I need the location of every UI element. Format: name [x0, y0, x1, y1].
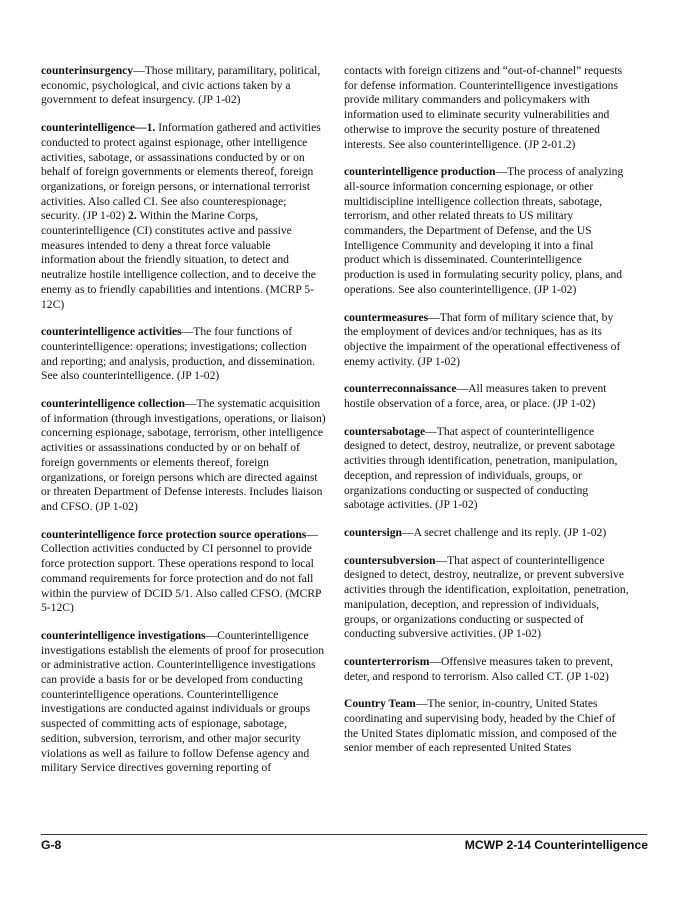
- glossary-definition: —The senior, in-country, United States coordinating and supervising body, headed by the Chief of the United States diplomatic mission, and composed of the senior member of each represented United States: [344, 697, 617, 755]
- glossary-definition: —The four functions of counterintelligence: operations; investigations; collection and reporting; and analysis, production, and dissemination. See also counterintelligence. (JP 1-02): [41, 325, 316, 383]
- glossary-entry: [344, 382, 630, 411]
- glossary-entry: [344, 425, 630, 513]
- glossary-definition: —A secret challenge and its reply. (JP 1-02): [401, 525, 607, 539]
- glossary-definition: —Counterintelligence investigations establish the elements of proof for prosecution or administrative action. Counterintelligence investigations can provide a basis for or be developed from conducting counterintelligence operations. Counterintelligence investigations are conducted against individuals or groups suspected of committing acts of espionage, sabotage, sedition, subversion, terrorism, and other major security violations as well as failure to follow Defense agency and military Service directives governing reporting of: [41, 628, 325, 775]
- glossary-entry-continuation: contacts with foreign citizens and “out-of-channel” requests for defense information. Counterintelligence investigations provide military commanders and policymakers with information used to eliminate security vulnerabilities and otherwise to improve the security posture of threatened interests. See also counterintelligence. (JP 2-01.2): [344, 64, 623, 151]
- glossary-entry: [41, 397, 326, 515]
- glossary-entry: [41, 121, 326, 312]
- glossary-definition: —Those military, paramilitary, political, economic, psychological, and civic actions taken by a government to defeat insurgency. (JP 1-02): [41, 64, 321, 107]
- page-number: G-8: [41, 838, 62, 852]
- glossary-definition: Information gathered and activities conducted to protect against espionage, other intelligence activities, sabotage, or assassinations conducted by or on behalf of foreign governments or elements thereof, foreign organizations, or foreign persons, or international terrorist activities. Also called CI. See also counterespionage; security. (JP 1-02): [41, 121, 321, 223]
- glossary-entry: [344, 311, 630, 370]
- glossary-entry: [344, 526, 630, 541]
- right-column: [344, 64, 630, 769]
- glossary-entry: [41, 528, 326, 616]
- glossary-term: counterreconnaissance: [344, 382, 457, 396]
- glossary-entry: [344, 554, 630, 642]
- glossary-entry: [344, 655, 630, 684]
- glossary-entry: [41, 325, 326, 384]
- glossary-entry: [41, 629, 326, 776]
- definition-number: 1.: [146, 121, 156, 135]
- glossary-term: counterinsurgency: [41, 64, 134, 77]
- glossary-definition: Within the Marine Corps, counterintelligence (CI) constitutes active and passive measures intended to deny a threat force valuable information about the friendly situation, to detect and neutralize hostile intelligence collection, and to deceive the enemy as to friendly capabilities and intentions. (MCRP 5-12C): [41, 209, 316, 311]
- glossary-entry: [41, 64, 326, 108]
- glossary-definition: —The process of analyzing all-source information concerning espionage, or other multidiscipline intelligence collection threats, sabotage, terrorism, and other related threats to US military commanders, the Department of Defense, and the US Intelligence Community and developing it into a final product which is disseminated. Counterintelligence production is used in formulating security policy, plans, and operations. See also counterintelligence. (JP 1-02): [344, 165, 624, 296]
- glossary-term: counterintelligence force protection source operations: [41, 527, 307, 541]
- glossary-term: counterintelligence collection: [41, 397, 185, 411]
- glossary-term: countersabotage: [344, 424, 426, 438]
- glossary-definition: —All measures taken to prevent hostile observation of a force, area, or place. (JP 1-02): [344, 382, 607, 411]
- glossary-dash: —: [135, 121, 147, 135]
- glossary-definition: —The systematic acquisition of information (through investigations, operations, or liaison) concerning espionage, sabotage, terrorism, other intelligence activities or assassinations conducted by or on behalf of foreign governments or elements thereof, foreign organizations, or foreign persons which are directed against or threaten Department of Defense interests. Includes liaison and CFSO. (JP 1-02): [41, 397, 326, 513]
- publication-title: MCWP 2-14 Counterintelligence: [464, 838, 648, 852]
- glossary-term: counterintelligence production: [344, 165, 496, 179]
- glossary-definition: —That aspect of counterintelligence designed to detect, destroy, neutralize, or prevent sabotage activities through identification, penetration, manipulation, deception, and repression of individuals, groups, or organizations conducting or suspected of conducting sabotage activities. (JP 1-02): [344, 424, 618, 512]
- glossary-term: countersubversion: [344, 553, 436, 567]
- glossary-definition: —Offensive measures taken to prevent, deter, and respond to terrorism. Also called CT. (JP 1-02): [344, 654, 614, 683]
- glossary-term: counterintelligence: [41, 121, 136, 135]
- glossary-definition: —Collection activities conducted by CI personnel to provide force protection support. These operations respond to local command requirements for force protection and do not fall within the purview of DCID 5/1. Also called CFSO. (MCRP 5-12C): [41, 527, 322, 615]
- definition-number: 2.: [128, 209, 137, 223]
- glossary-term: counterintelligence activities: [41, 325, 182, 339]
- glossary-term: countermeasures: [344, 310, 429, 324]
- glossary-term: counterterrorism: [344, 654, 430, 668]
- glossary-definition: —That form of military science that, by the employment of devices and/or techniques, has as its objective the impairment of the operational effectiveness of enemy activity. (JP 1-02): [344, 310, 621, 368]
- left-column: [41, 64, 326, 789]
- glossary-term: Country Team: [344, 697, 416, 711]
- glossary-entry: [344, 697, 630, 756]
- glossary-term: countersign: [344, 525, 402, 539]
- glossary-definition: —That aspect of counterintelligence designed to detect, destroy, neutralize, or prevent subversive activities through the identification, exploitation, penetration, manipulation, deception, and repression of individuals, groups, or organizations conducting or suspected of conducting subversive activities. (JP 1-02): [344, 553, 629, 641]
- glossary-entry: [344, 165, 630, 297]
- footer-divider: [41, 834, 647, 835]
- glossary-term: counterintelligence investigations: [41, 628, 206, 642]
